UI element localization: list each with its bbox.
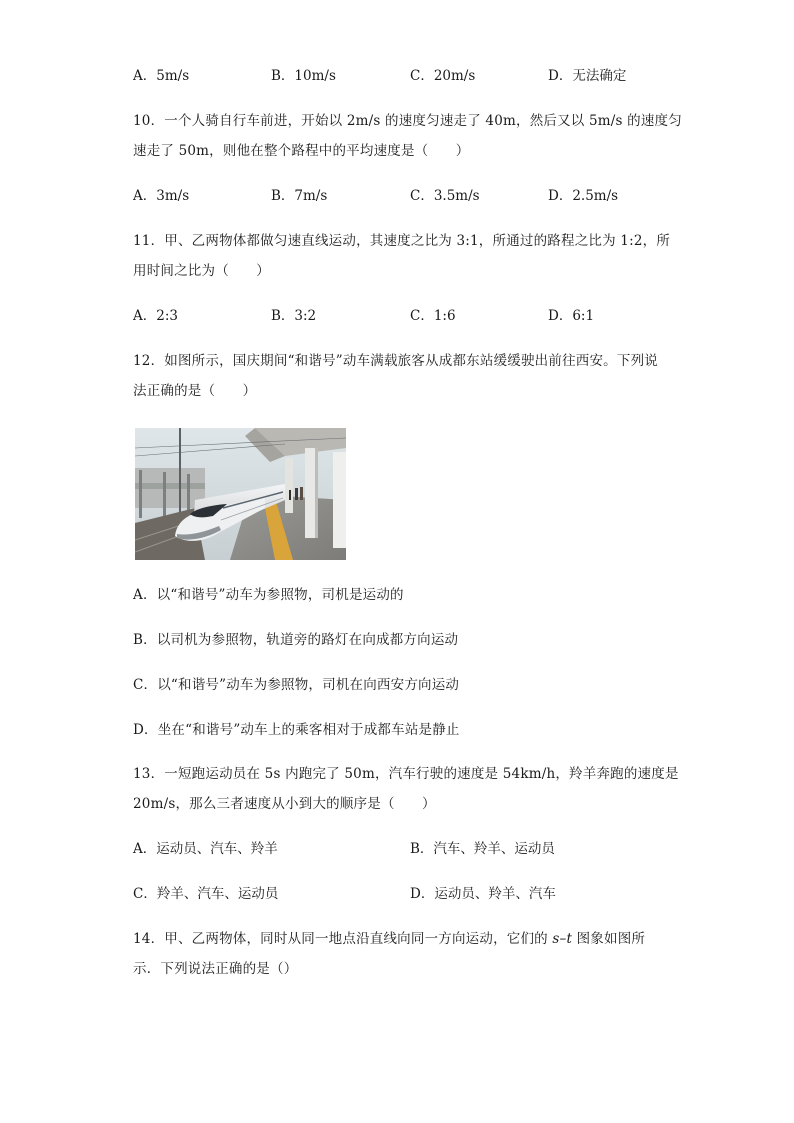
q13-option-c[interactable]: C．羚羊、汽车、运动员 (133, 886, 279, 902)
q12-stem-line-2: 法正确的是（ ） (133, 383, 257, 399)
q10-option-a[interactable]: A．3m/s (133, 188, 190, 204)
q10-stem-line-1: 10．一个人骑自行车前进，开始以 2m/s 的速度匀速走了 40m，然后又以 5m/s 的速度匀 (133, 113, 682, 129)
q9-option-b[interactable]: B．10m/s (271, 68, 336, 84)
q13-option-b[interactable]: B．汽车、羚羊、运动员 (410, 841, 555, 857)
q14-dash: – (559, 931, 567, 947)
q13-stem-line-2: 20m/s，那么三者速度从小到大的顺序是（ ） (133, 796, 436, 812)
q14-stem-start: 14．甲、乙两物体，同时从同一地点沿直线向同一方向运动，它们的 (133, 931, 553, 947)
q12-option-b[interactable]: B．以司机为参照物，轨道旁的路灯在向成都方向运动 (133, 632, 459, 648)
q11-option-b[interactable]: B．3:2 (271, 308, 317, 324)
q14-stem-line-1 (133, 929, 645, 949)
q11-stem-line-1: 11．甲、乙两物体都做匀速直线运动，其速度之比为 3:1，所通过的路程之比为 1:2，所 (133, 233, 671, 249)
variable-t: t (566, 931, 573, 947)
q11-option-d[interactable]: D．6:1 (548, 308, 595, 324)
q14-stem-end: 图象如图所 (572, 931, 646, 947)
q12-stem-line-1: 12．如图所示，国庆期间“和谐号”动车满载旅客从成都东站缓缓驶出前往西安。下列说 (133, 353, 658, 369)
q10-stem-line-2: 速走了 50m，则他在整个路程中的平均速度是（ ） (133, 143, 470, 159)
q11-option-c[interactable]: C．1:6 (410, 308, 456, 324)
q13-stem-line-1: 13．一短跑运动员在 5s 内跑完了 50m，汽车行驶的速度是 54km/h，羚羊奔跑的速度是 (133, 766, 679, 782)
q13-option-d[interactable]: D．运动员、羚羊、汽车 (410, 886, 556, 902)
q10-option-b[interactable]: B．7m/s (271, 188, 328, 204)
q9-option-c[interactable]: C．20m/s (410, 68, 476, 84)
q12-option-a[interactable]: A．以“和谐号”动车为参照物，司机是运动的 (133, 587, 404, 603)
q12-option-c[interactable]: C．以“和谐号”动车为参照物，司机在向西安方向运动 (133, 677, 460, 693)
q14-stem-line-2: 示．下列说法正确的是（） (133, 961, 298, 977)
q9-option-a[interactable]: A．5m/s (133, 68, 190, 84)
q10-option-c[interactable]: C．3.5m/s (410, 188, 480, 204)
q9-option-d[interactable]: D．无法确定 (548, 68, 627, 84)
variable-s: s (552, 931, 560, 947)
q11-option-a[interactable]: A．2:3 (133, 308, 178, 324)
q11-stem-line-2: 用时间之比为（ ） (133, 263, 270, 279)
q12-option-d[interactable]: D．坐在“和谐号”动车上的乘客相对于成都车站是静止 (133, 722, 460, 738)
q10-option-d[interactable]: D．2.5m/s (548, 188, 619, 204)
q13-option-a[interactable]: A．运动员、汽车、羚羊 (133, 841, 278, 857)
train-station-photo (135, 428, 346, 560)
